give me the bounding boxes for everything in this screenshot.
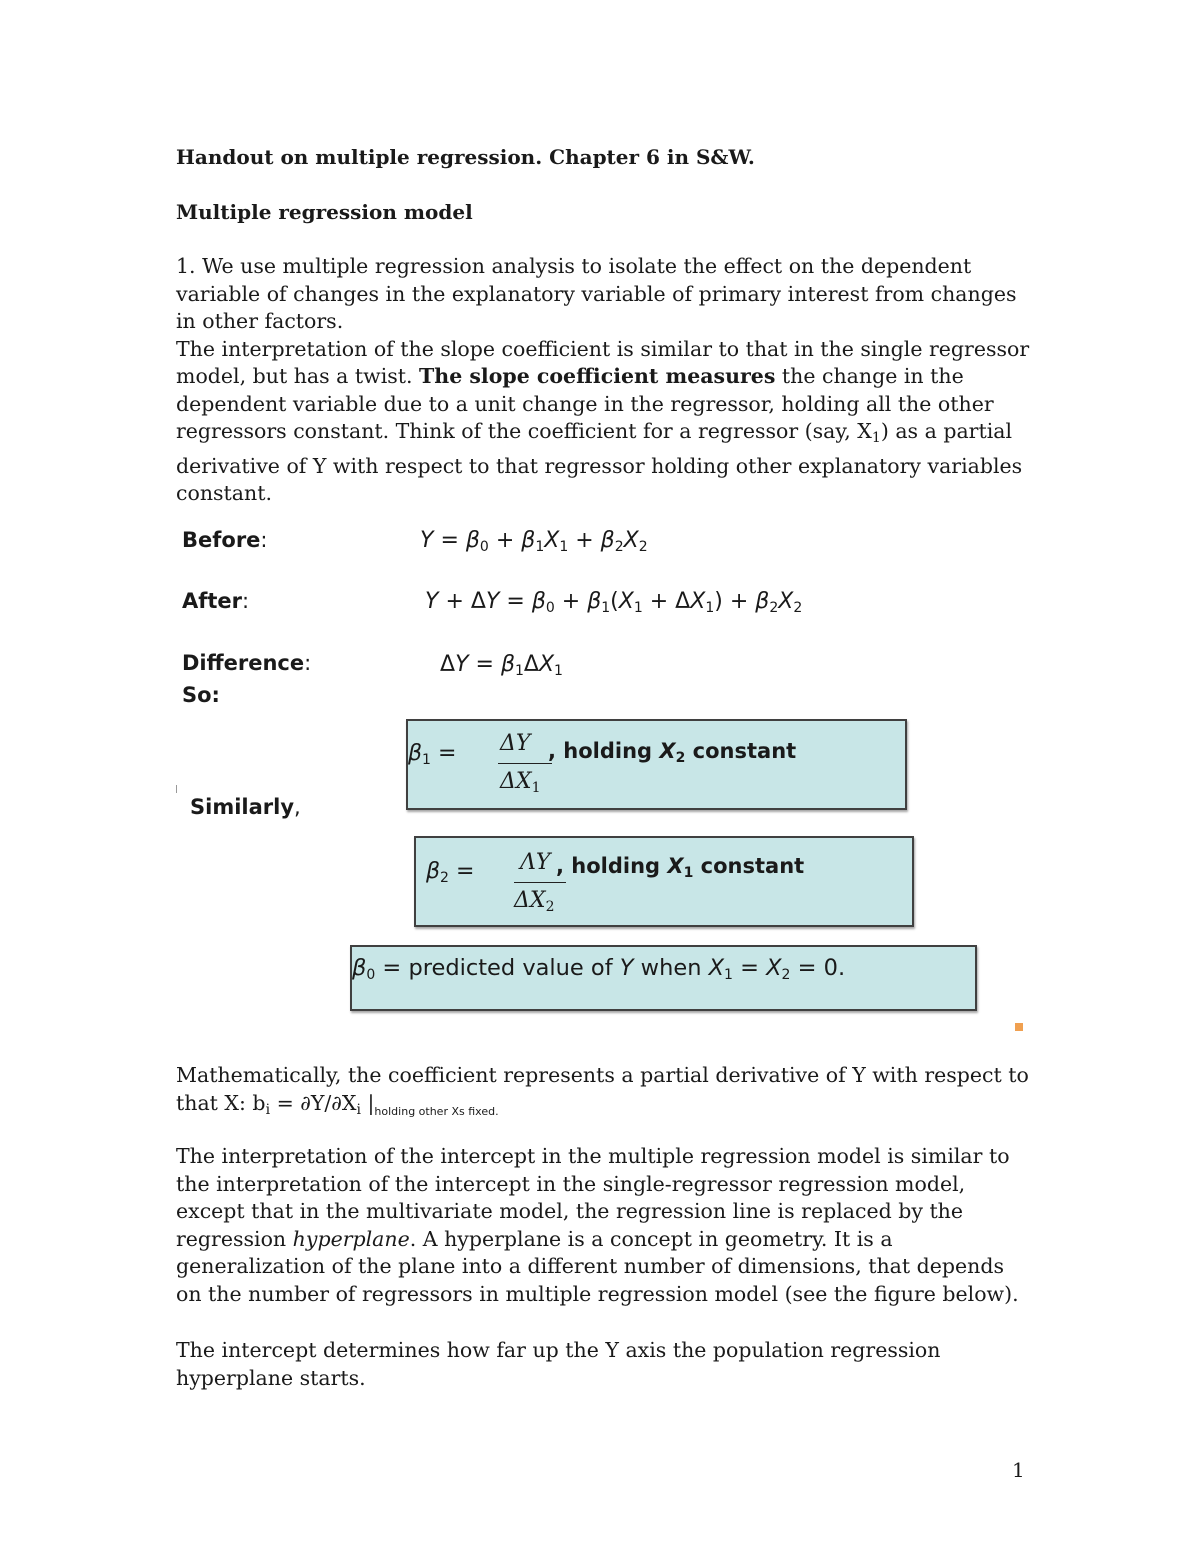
after-label: After: — [182, 589, 250, 613]
beta1-lhs: $\beta_1$ = — [408, 741, 457, 768]
beta1-fraction-bar — [498, 763, 552, 764]
para2-text-b: the change in the dependent variable due to a unit change in the regressor, holding all the other regressors constant. Think of the coefficient for a regressor (say, X — [176, 364, 994, 443]
para2-subscript: 1 — [871, 430, 881, 446]
paragraph-intro — [176, 253, 1036, 508]
page-number: 1 — [1012, 1458, 1025, 1482]
para2-text-c: ) as a partial derivative of Y with respect to that regressor holding other explanatory variables constant. — [176, 419, 1023, 505]
beta2-numerator: ΛY — [520, 850, 551, 875]
para3-line-1: Mathematically, the coefficient represents a partial derivative of Y with respect to — [176, 1063, 1029, 1087]
beta1-denominator: $\Delta X_1$ — [500, 769, 541, 796]
similarly-label: Similarly, — [190, 795, 301, 819]
hyperplane-italic: hyperplane — [292, 1226, 410, 1251]
after-equation: $Y + \Delta Y = \beta_0 + \beta_1(X_1 + \Delta X_1) + \beta_2X_2$ — [425, 589, 803, 616]
paragraph-3 — [176, 1062, 1036, 1125]
so-label: So: — [182, 683, 220, 707]
difference-equation: $\Delta Y = \beta_1\Delta X_1$ — [440, 652, 563, 679]
beta0-box — [350, 945, 977, 1011]
para3-small-note: holding other Xs fixed. — [374, 1104, 499, 1118]
paragraph-1: 1. We use multiple regression analysis to isolate the effect on the dependent variable of changes in the explanatory variable of primary interest from changes in other factors. — [176, 254, 1017, 333]
paragraph-4: The interpretation of the intercept in the multiple regression model is similar to the interpretation of the intercept in the single-regressor regression model, except that in the multivariate model, the regression line is replaced by the regression hyperplane. A hyperplane is a concept in geometry. It is a generalization of the plane into a different number of dimensions, that depends on the number of regressors in multiple regression model (see the figure below). — [176, 1144, 1019, 1306]
paragraph-2 — [176, 336, 1036, 508]
document-title: Handout on multiple regression. Chapter 6 in S&W. — [176, 145, 755, 169]
beta1-box — [406, 719, 907, 810]
beta1-holding-text: , holding $X_2$ constant — [548, 739, 797, 766]
difference-label: Difference: — [182, 651, 312, 675]
section-heading: Multiple regression model — [176, 200, 473, 224]
para2-text-a: The interpretation of the slope coefficient is similar to that in the single regressor model, but has a twist. — [176, 336, 1030, 388]
beta2-box — [414, 836, 914, 927]
beta2-lhs: $\beta_2$ = — [426, 859, 475, 886]
beta2-holding-text: , holding $X_1$ constant — [556, 854, 805, 881]
beta2-fraction-bar — [514, 882, 566, 883]
before-label: Before: — [182, 528, 268, 552]
paragraph-5: The intercept determines how far up the Y axis the population regression hyperplane starts. — [176, 1338, 941, 1390]
before-equation: $Y = \beta_0 + \beta_1X_1 + \beta_2X_2$ — [420, 528, 648, 555]
stray-mark — [176, 785, 177, 793]
beta2-denominator: $\Delta X_2$ — [514, 888, 555, 915]
bullet-marker — [1015, 1023, 1023, 1031]
beta0-statement: $\beta_0$ = predicted value of Y when $X_1 = X_2 = 0$. — [352, 955, 846, 983]
para3-line-2: that X: $b_i = \partial Y/\partial X_i$ $|_{holding other Xs fixed.}$ — [176, 1090, 499, 1118]
para2-bold: The slope coefficient measures — [419, 364, 776, 388]
beta1-numerator: ΔY — [500, 731, 531, 756]
